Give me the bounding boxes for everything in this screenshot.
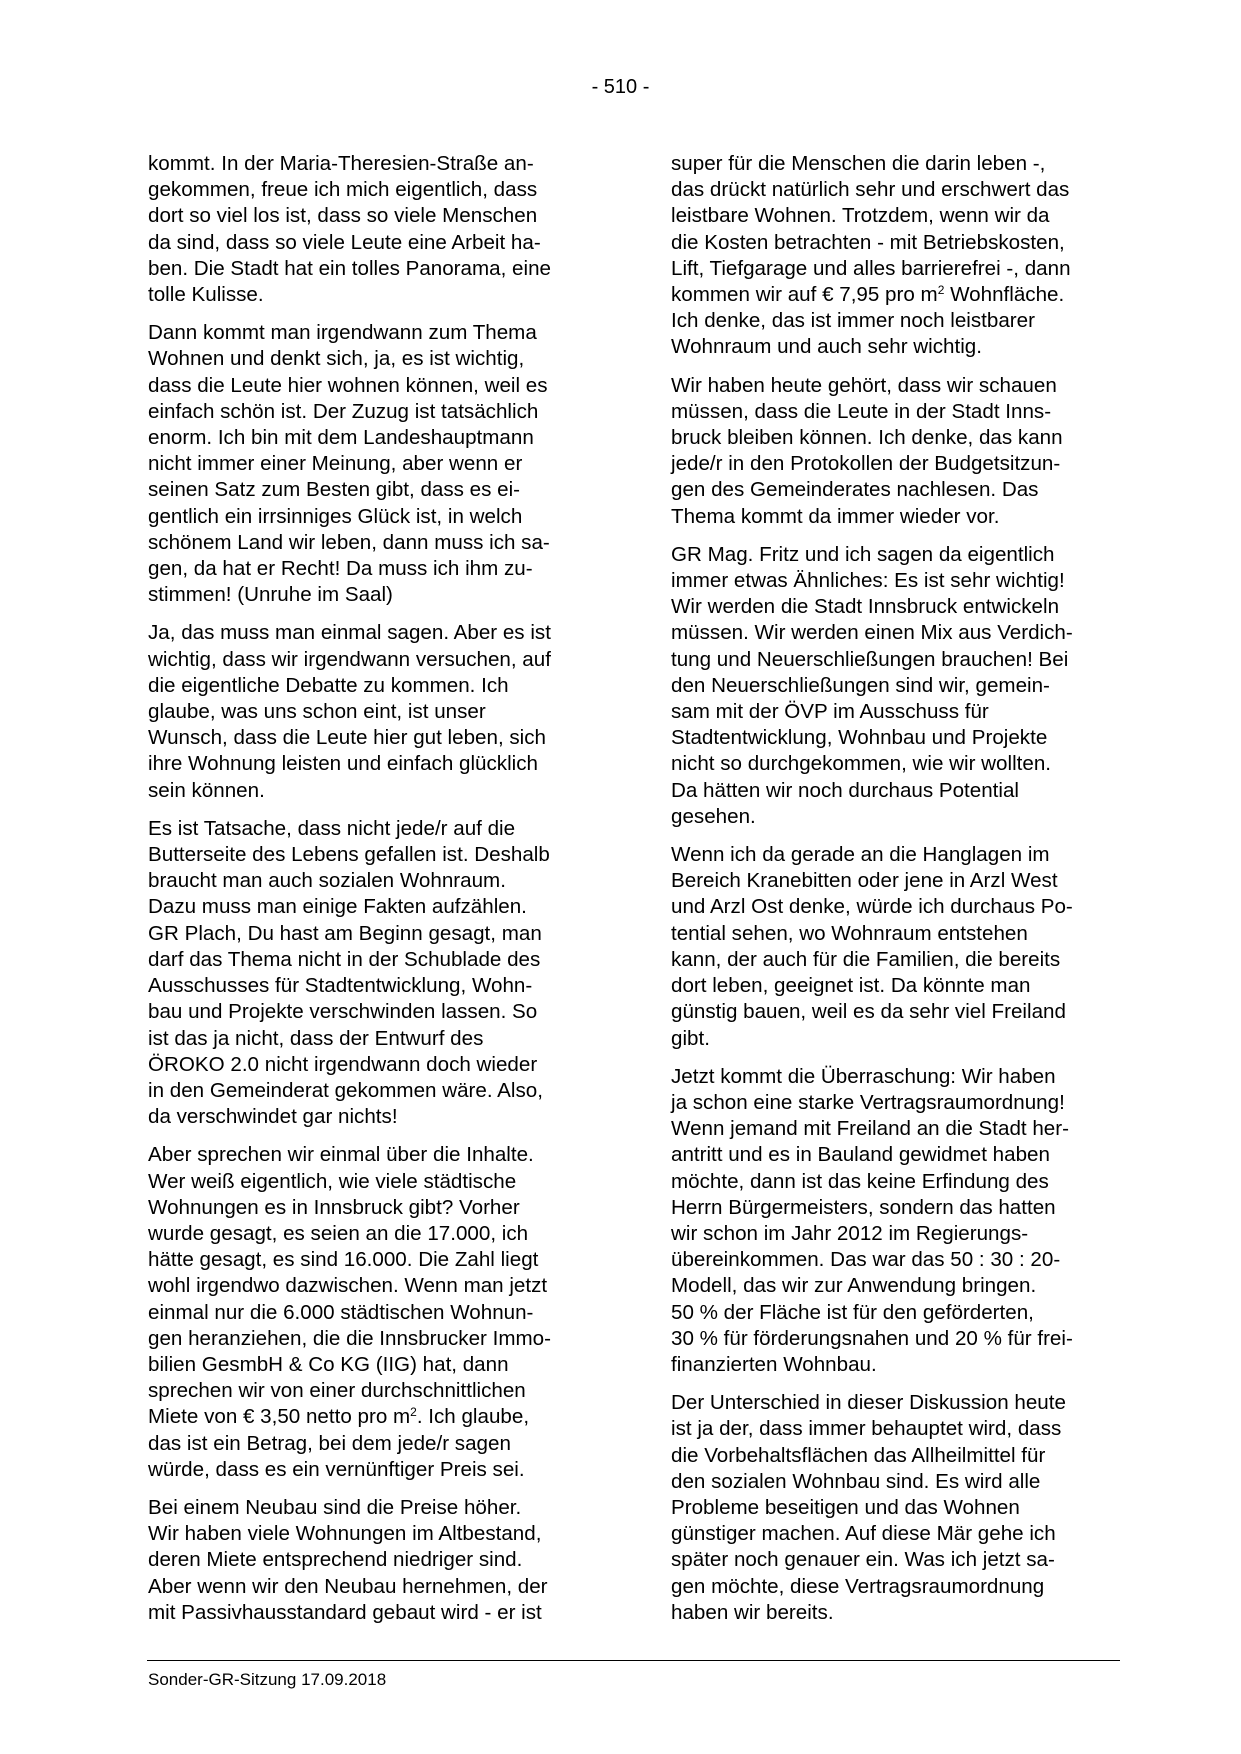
paragraph: Es ist Tatsache, dass nicht jede/r auf die Butterseite des Lebens gefallen ist. Deshalb braucht man auch sozialen Wohnraum. Dazu muss man einige Fakten aufzählen. GR Plach, Du hast am Beginn gesagt, man darf das Thema nicht in der Schublade des Ausschusses für Stadtentwicklung, Wohn- bau und Projekte verschwinden lassen. So ist das ja nicht, dass der Entwurf des ÖROKO 2.0 nicht irgendwann doch wieder in den Gemeinderat gekommen wäre. Also, da verschwindet gar nichts! [148, 816, 550, 1129]
square-meter-superscript: 2 [410, 1405, 417, 1420]
paragraph: Bei einem Neubau sind die Preise höher. Wir haben viele Wohnungen im Altbestand, deren Miete entsprechend niedriger sind. Aber wenn wir den Neubau hernehmen, der mit Passivhausstandard gebaut wird - er ist [148, 1495, 548, 1624]
paragraph: Dann kommt man irgendwann zum Thema Wohnen und denkt sich, ja, es ist wichtig, dass die Leute hier wohnen können, weil es einfach schön ist. Der Zuzug ist tatsächlich enorm. Ich bin mit dem Landeshauptmann nicht immer einer Meinung, aber wenn er seinen Satz zum Besten gibt, dass es ei- gentlich ein irrsinniges Glück ist, in welch schönem Land wir leben, dann muss ich sa- gen, da hat er Recht! Da muss ich ihm zu- stimmen! (Unruhe im Saal) [148, 321, 550, 607]
paragraph: GR Mag. Fritz und ich sagen da eigentlich immer etwas Ähnliches: Es ist sehr wichtig! Wir werden die Stadt Innsbruck entwickeln müssen. Wir werden einen Mix aus Verdich- tung und Neuerschließungen brauchen! Bei den Neuerschließungen sind wir, gemein- sam mit der ÖVP im Ausschuss für Stadtentwicklung, Wohnbau und Projekte nicht so durchgekommen, wie wir wollten. Da hätten wir noch durchaus Potential gesehen. [671, 542, 1073, 828]
paragraph: Ja, das muss man einmal sagen. Aber es ist wichtig, dass wir irgendwann versuchen, auf die eigentliche Debatte zu kommen. Ich glaube, was uns schon eint, ist unser Wunsch, dass die Leute hier gut leben, sich ihre Wohnung leisten und einfach glücklich sein können. [148, 621, 551, 802]
left-column [148, 151, 593, 1638]
paragraph: Wir haben heute gehört, dass wir schauen müssen, dass die Leute in der Stadt Inns- bruck bleiben können. Ich denke, das kann jede/r in den Protokollen der Budgetsitzun- gen des Gemeinderates nachlesen. Das Thema kommt da immer wieder vor. [671, 373, 1063, 528]
rent-paragraph [148, 1142, 593, 1483]
rent-text-after: . Ich glaube, das ist ein Betrag, bei dem jede/r sagen würde, dass es ein vernünftiger Preis sei. [148, 1405, 530, 1481]
footer-session-label: Sonder-GR-Sitzung 17.09.2018 [148, 1670, 387, 1689]
paragraph: Der Unterschied in dieser Diskussion heute ist ja der, dass immer behauptet wird, dass die Vorbehaltsflächen das Allheilmittel für den sozialen Wohnbau sind. Es wird alle Probleme beseitigen und das Wohnen günstiger machen. Auf diese Mär gehe ich später noch genauer ein. Was ich jetzt sa- gen möchte, diese Vertragsraumordnung haben wir bereits. [671, 1391, 1066, 1624]
page-number: - 510 - [591, 76, 650, 98]
cost-text-after: Wohnfläche. Ich denke, das ist immer noch leistbarer Wohnraum und auch sehr wichtig. [671, 283, 1065, 359]
footer-divider [147, 1660, 1120, 1661]
right-column [671, 151, 1116, 1638]
cost-text-before: super für die Menschen die darin leben -, das drückt natürlich sehr und erschwert das leistbare Wohnen. Trotzdem, wenn wir da die Kosten betrachten - mit Betriebskosten, Lift, Tiefgarage und alles barrierefrei -, dann kommen wir auf € 7,95 pro m [671, 152, 1071, 307]
paragraph: Wenn ich da gerade an die Hanglagen im Bereich Kranebitten oder jene in Arzl West und Arzl Ost denke, würde ich durchaus Po- tential sehen, wo Wohnraum entstehen kann, der auch für die Familien, die bereits dort leben, geeignet ist. Da könnte man günstig bauen, weil es da sehr viel Freiland gibt. [671, 843, 1073, 1050]
cost-paragraph [671, 151, 1116, 361]
square-meter-superscript: 2 [937, 283, 945, 298]
rent-text-before: Aber sprechen wir einmal über die Inhalte. Wer weiß eigentlich, wie viele städtische Wohnungen es in Innsbruck gibt? Vorher wurde gesagt, es seien an die 17.000, ich hätte gesagt, es sind 16.000. Die Zahl liegt wohl irgendwo dazwischen. Wenn man jetzt einmal nur die 6.000 städtischen Wohnun- gen heranziehen, die die Innsbrucker Immo- bilien GesmbH & Co KG (IIG) hat, dann sprechen wir von einer durchschnittlichen Miete von € 3,50 netto pro m [148, 1143, 551, 1429]
paragraph: kommt. In der Maria-Theresien-Straße an- gekommen, freue ich mich eigentlich, dass dort so viel los ist, dass so viele Menschen da sind, dass so viele Leute eine Arbeit ha- ben. Die Stadt hat ein tolles Panorama, eine tolle Kulisse. [148, 152, 551, 307]
paragraph: Jetzt kommt die Überraschung: Wir haben ja schon eine starke Vertragsraumordnung! Wenn jemand mit Freiland an die Stadt her- antritt und es in Bauland gewidmet haben möchte, dann ist das keine Erfindung des Herrn Bürgermeisters, sondern das hatten wir schon im Jahr 2012 im Regierungs- übereinkommen. Das war das 50 : 30 : 20- Modell, das wir zur Anwendung bringen. 50 % der Fläche ist für den geförderten, 30 % für förderungsnahen und 20 % für frei- finanzierten Wohnbau. [671, 1064, 1073, 1376]
